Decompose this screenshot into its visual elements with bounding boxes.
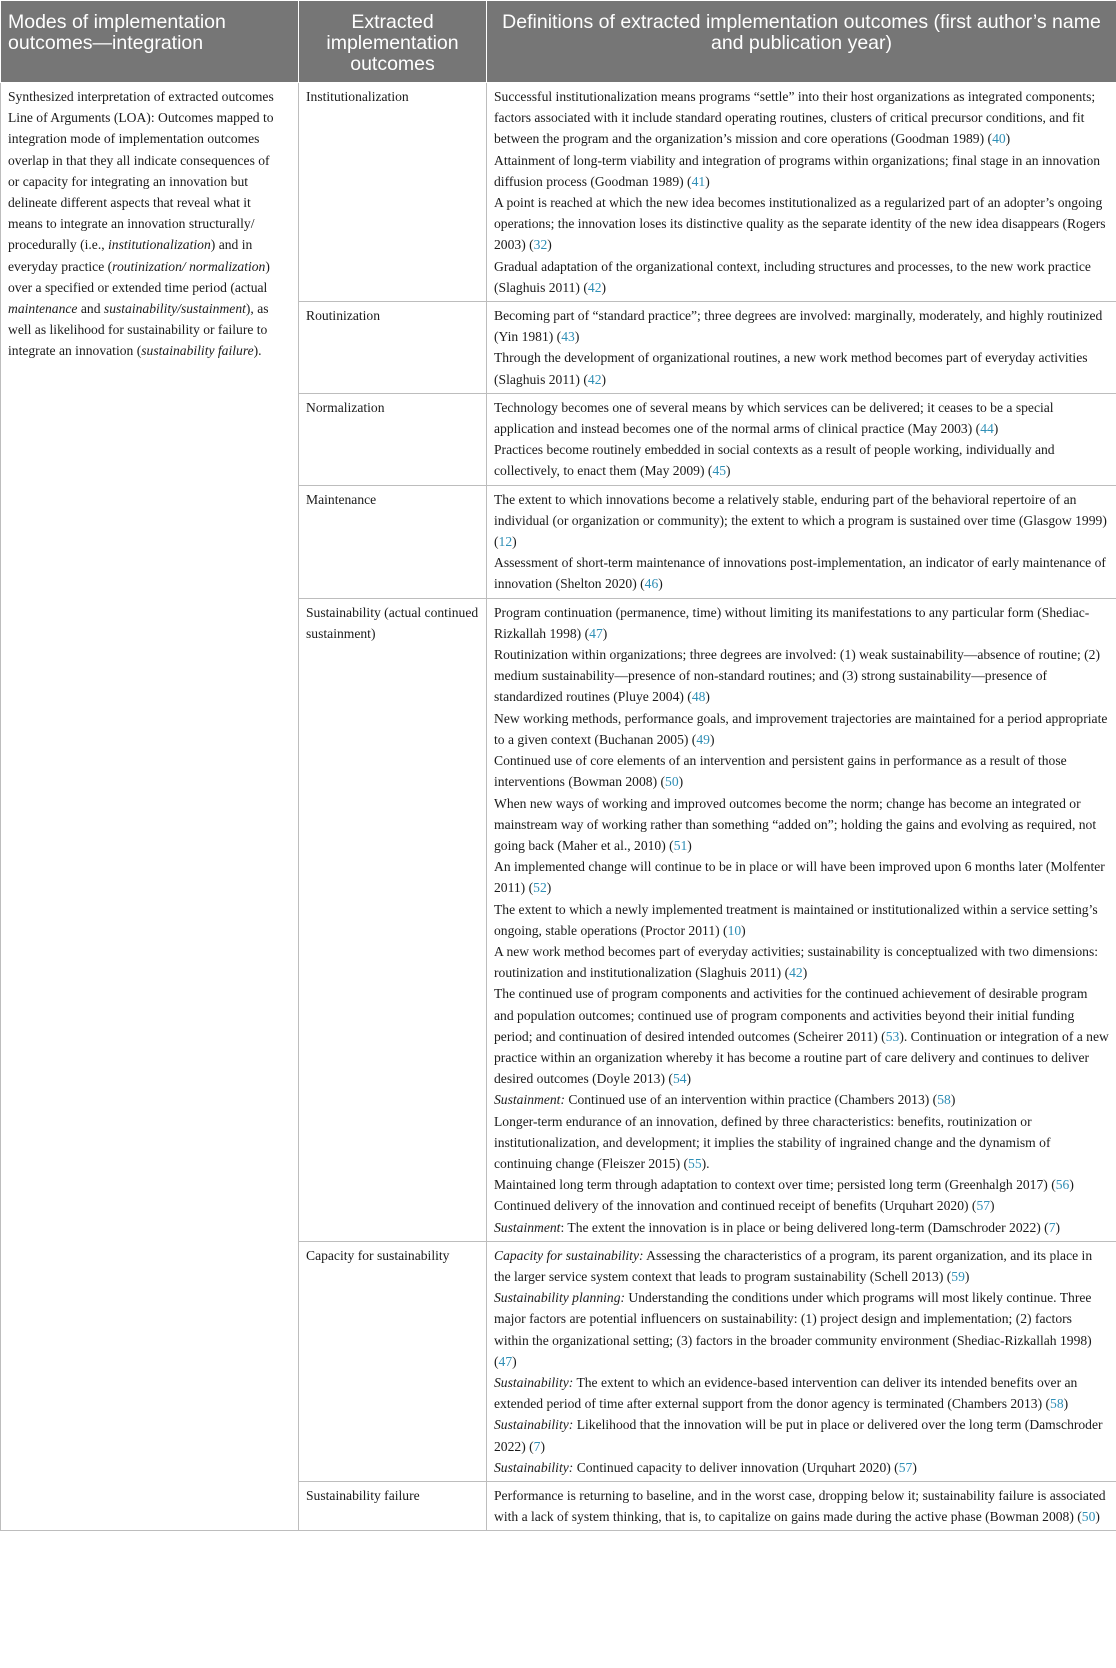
definition-text: New working methods, performance goals, and improvement trajectories are maintained for a period appropriate to a given context (Buchanan 2005) ( — [494, 710, 1108, 747]
definition-text-end: ) — [686, 1071, 692, 1087]
reference-link[interactable]: 59 — [951, 1268, 965, 1284]
header-modes: Modes of implementation outcomes—integration — [1, 1, 299, 83]
definition-item — [494, 256, 1110, 298]
reference-link[interactable]: 55 — [688, 1155, 702, 1171]
definition-text-end: ) — [741, 922, 746, 938]
definition-text-end: ) — [705, 689, 710, 705]
definition-item — [494, 1111, 1110, 1175]
definition-text-end: ) — [540, 1438, 545, 1454]
definition-text-end: ) — [601, 279, 607, 295]
definition-text-end: ) — [1055, 1219, 1061, 1235]
definition-item — [494, 793, 1110, 857]
definition-text: The continued use of program components and activities for the continued achievement of desirable program and population outcomes; continued use of program components and activities beyond their initial funding period; and continuation of desired intended outcomes (Scheirer 2011) ( — [494, 986, 1088, 1044]
definition-item — [494, 1174, 1110, 1195]
definition-text: Becoming part of “standard practice”; three degrees are involved: marginally, moderately, and highly routinized (Yin 1981) ( — [494, 308, 1103, 345]
definitions-cell — [487, 1241, 1116, 1481]
reference-link[interactable]: 47 — [589, 625, 603, 641]
definition-text: The extent to which a newly implemented treatment is maintained or institutionalized within a service setting’s ongoing, stable operations (Proctor 2011) ( — [494, 901, 1098, 938]
definition-text-end: ) — [726, 463, 731, 479]
definition-text-end: ) — [687, 837, 692, 853]
definition-text-end: ) — [512, 534, 517, 550]
definition-text: Continued capacity to deliver innovation (Urquhart 2020) ( — [573, 1459, 899, 1475]
definition-item — [494, 439, 1110, 481]
reference-link[interactable]: 56 — [1055, 1177, 1070, 1193]
definition-item — [494, 1089, 1110, 1110]
definition-item — [494, 1372, 1110, 1414]
definition-text-end: ) — [705, 173, 710, 189]
definition-label: Sustainability: — [494, 1459, 574, 1475]
definition-text: A new work method becomes part of everyday activities; sustainability is conceptualized with two dimensions: routinization and institutionalization (Slaghuis 2011) ( — [494, 943, 1099, 981]
definition-text: Continued use of an intervention within practice (Chambers 2013) ( — [564, 1092, 938, 1108]
definition-text-end: ) — [1095, 1509, 1100, 1525]
reference-link[interactable]: 54 — [672, 1071, 687, 1087]
definition-text-end: ) — [709, 731, 715, 747]
reference-link[interactable]: 58 — [937, 1092, 951, 1108]
definition-text-end: ) — [964, 1268, 970, 1284]
reference-link[interactable]: 57 — [898, 1459, 913, 1475]
definition-text: Performance is returning to baseline, and in the worst case, dropping below it; sustainability failure is associated with a lack of system thinking, that is, to capitalize on gains made during the active phase (Bowman 2008) ( — [494, 1488, 1106, 1525]
reference-link[interactable]: 42 — [789, 965, 803, 981]
definition-text-end: ) — [601, 371, 607, 387]
definition-text: Gradual adaptation of the organizational context, including structures and processes, to the new work practice (Slaghuis 2011) ( — [494, 258, 1091, 295]
definition-text: An implemented change will continue to be in place or will have been improved upon 6 months later (Molfenter 2011) ( — [494, 859, 1105, 896]
definition-text-end: ) — [993, 421, 999, 437]
definition-item — [494, 941, 1110, 983]
definition-item — [494, 150, 1110, 192]
definition-text: Continued use of core elements of an intervention and persistent gains in performance as a result of those interventions (Bowman 2008) ( — [494, 753, 1067, 790]
reference-link[interactable]: 42 — [587, 279, 602, 295]
definition-item — [494, 489, 1110, 553]
outcome-name: Routinization — [299, 302, 487, 394]
reference-link[interactable]: 41 — [691, 173, 706, 189]
definitions-cell — [487, 393, 1116, 485]
definition-text-end: ) — [1063, 1396, 1069, 1412]
definition-text-end: ) — [802, 965, 808, 981]
definition-label: Sustainability: — [494, 1417, 574, 1433]
definition-text-end: ) — [574, 329, 580, 345]
table-header-row — [1, 1, 1116, 83]
definition-text-end: ) — [678, 774, 684, 790]
definition-text: A point is reached at which the new idea becomes institutionalized as a regularized part of an adopter’s ongoing operations; the innovation loses its distinctive quality as the separate identity of the new idea disappears (Rogers 2003) ( — [494, 195, 1106, 253]
reference-link[interactable]: 12 — [498, 534, 513, 550]
reference-link[interactable]: 48 — [691, 689, 706, 705]
definitions-cell — [487, 598, 1116, 1241]
outcome-name: Sustainability failure — [299, 1482, 487, 1531]
definition-text-end: ). — [701, 1155, 710, 1171]
definition-label: Capacity for sustainability: — [494, 1247, 644, 1263]
definition-item — [494, 1195, 1110, 1216]
header-definitions: Definitions of extracted implementation outcomes (first author’s name and publication year) — [487, 1, 1116, 83]
reference-link[interactable]: 42 — [587, 371, 602, 387]
definition-text-end: ) — [912, 1459, 917, 1475]
definition-text: When new ways of working and improved outcomes become the norm; change has become an integrated or mainstream way of working rather than something “added on”; holding the gains and evolving as required, not going back (Maher et al., 2010) ( — [494, 795, 1097, 853]
definition-item — [494, 397, 1110, 439]
reference-link[interactable]: 49 — [696, 731, 710, 747]
definition-label: Sustainability planning: — [494, 1290, 626, 1306]
reference-link[interactable]: 57 — [976, 1198, 991, 1214]
reference-link[interactable]: 10 — [727, 922, 742, 938]
definition-text: Program continuation (permanence, time) without limiting its manifestations to any particular form (Shediac-Rizkallah 1998) ( — [494, 604, 1090, 641]
reference-link[interactable]: 52 — [533, 880, 547, 896]
definition-text-end: ) — [546, 880, 552, 896]
definition-text-end: ) — [602, 625, 608, 641]
reference-link[interactable]: 58 — [1050, 1396, 1064, 1412]
definition-item — [494, 1414, 1110, 1456]
definition-text: The extent to which innovations become a relatively stable, enduring part of the behavioral repertoire of an individual (or organization or community); the extent to which a program is sustained over time (Glasgow 1999) ( — [494, 491, 1107, 550]
definition-item — [494, 347, 1110, 389]
definition-item — [494, 602, 1110, 644]
definition-text: Successful institutionalization means programs “settle” into their host organizations as integrated components; factors associated with it include standard operating routines, clusters of critical precursor conditions, and fit between the program and the organization’s mission and core operations (Goodman 1989) ( — [494, 89, 1096, 147]
definitions-cell — [487, 485, 1116, 598]
reference-link[interactable]: 47 — [498, 1353, 513, 1369]
reference-link[interactable]: 50 — [1081, 1509, 1096, 1525]
definitions-cell — [487, 83, 1116, 302]
definition-text: Longer-term endurance of an innovation, defined by three characteristics: benefits, routinization or institutionalization, and development; it implies the stability of ingrained change and the dynamism of continuing change (Fleiszer 2015) ( — [494, 1113, 1051, 1171]
definition-text-end: ) — [1069, 1177, 1074, 1193]
definition-text: Practices become routinely embedded in social contexts as a result of people working, individually and collectively, to enact them (May 2009) ( — [494, 442, 1055, 479]
outcome-name: Capacity for sustainability — [299, 1241, 487, 1481]
reference-link[interactable]: 40 — [992, 131, 1006, 147]
definition-text: Likelihood that the innovation will be put in place or delivered over the long term (Damschroder 2022) ( — [494, 1417, 1103, 1454]
synthesis-intro: Synthesized interpretation of extracted outcomes — [8, 89, 274, 104]
definition-item — [494, 983, 1110, 1089]
definitions-cell — [487, 302, 1116, 394]
definition-item — [494, 1287, 1110, 1372]
definition-label: Sustainment: — [494, 1092, 565, 1108]
definition-item — [494, 750, 1110, 792]
reference-link[interactable]: 32 — [533, 237, 548, 253]
definition-text-end: ) — [658, 576, 663, 592]
reference-link[interactable]: 45 — [712, 463, 727, 479]
definition-text-end: ) — [512, 1353, 517, 1369]
definition-item — [494, 192, 1110, 256]
definition-text: Through the development of organizational routines, a new work method becomes part of everyday activities (Slaghuis 2011) ( — [494, 350, 1088, 387]
outcome-name: Institutionalization — [299, 83, 487, 302]
definition-item — [494, 1245, 1110, 1287]
synthesis-loa: Line of Arguments (LOA): Outcomes mapped to integration mode of implementation outcomes overlap in that they all indicate consequences of or capacity for integrating an innovation but delineate different aspects that reveal what it means to integrate an innovation structurally/ procedurally (i.e., institutionalization) and in everyday practice (routinization/ normalization) over a specified or extended time period (actual maintenance and sustainability/sustainment), as well as likelihood for sustainability or failure to integrate an innovation (sustainability failure). — [8, 110, 274, 359]
definition-text: Maintained long term through adaptation to context over time; persisted long term (Greenhalgh 2017) ( — [494, 1177, 1056, 1193]
synthesis-cell — [1, 83, 299, 1531]
definition-text: Technology becomes one of several means by which services can be delivered; it ceases to be a special application and instead becomes one of the normal arms of clinical practice (May 2003) ( — [494, 399, 1054, 437]
definition-text-end: ) — [1005, 131, 1011, 147]
definition-text: : The extent the innovation is in place or being delivered long-term (Damschroder 2022) ( — [560, 1219, 1049, 1235]
definition-label: Sustainment — [494, 1219, 561, 1235]
reference-link[interactable]: 44 — [980, 421, 994, 437]
definition-item — [494, 1217, 1110, 1238]
reference-link[interactable]: 46 — [644, 576, 659, 592]
header-outcomes: Extracted implementation outcomes — [299, 1, 487, 83]
reference-link[interactable]: 7 — [1048, 1219, 1056, 1235]
outcome-name: Maintenance — [299, 485, 487, 598]
outcome-name: Sustainability (actual continued sustainment) — [299, 598, 487, 1241]
definition-text-end: ) — [950, 1092, 956, 1108]
definition-text-end: ) — [547, 237, 552, 253]
definition-text: Assessing the characteristics of a program, its parent organization, and its place in the larger service system context that leads to program sustainability (Schell 2013) ( — [494, 1247, 1093, 1284]
definition-text-end: ) — [990, 1198, 995, 1214]
reference-link[interactable]: 53 — [885, 1028, 900, 1044]
definition-item — [494, 86, 1110, 150]
reference-link[interactable]: 50 — [665, 774, 679, 790]
definition-text: Routinization within organizations; three degrees are involved: (1) weak sustainability—absence of routine; (2) medium sustainability—presence of non-standard routines; and (3) strong sustainability—presence of standardized routines (Pluye 2004) ( — [494, 647, 1101, 705]
definition-item — [494, 1485, 1110, 1527]
outcome-name: Normalization — [299, 393, 487, 485]
table-row — [1, 83, 1116, 302]
definition-item — [494, 899, 1110, 941]
definition-item — [494, 305, 1110, 347]
definitions-cell — [487, 1482, 1116, 1531]
definition-item — [494, 644, 1110, 708]
definition-text: Assessment of short-term maintenance of innovations post-implementation, an indicator of early maintenance of innovation (Shelton 2020) ( — [494, 555, 1106, 592]
definition-item — [494, 708, 1110, 750]
definition-text: Continued delivery of the innovation and continued receipt of benefits (Urquhart 2020) ( — [494, 1198, 977, 1214]
definition-text: Understanding the conditions under which programs will most likely continue. Three major factors are potential influencers on sustainability: (1) project design and implementation; (2) factors within the organizational setting; (3) factors in the broader community environment (Shediac-Rizkallah 1998) ( — [494, 1290, 1092, 1369]
definition-item — [494, 552, 1110, 594]
definition-item — [494, 1457, 1110, 1478]
reference-link[interactable]: 43 — [561, 329, 575, 345]
reference-link[interactable]: 51 — [673, 837, 688, 853]
definition-text: The extent to which an evidence-based intervention can deliver its intended benefits over an extended period of time after external support from the donor agency is terminated (Chambers 2013) ( — [494, 1374, 1078, 1412]
definition-text-end: ). Continuation or integration of a new practice within an organization whereby it has become a routine part of care delivery and continues to deliver desired outcomes (Doyle 2013) ( — [494, 1028, 1109, 1087]
definition-text: Attainment of long-term viability and integration of programs within organizations; final stage in an innovation diffusion process (Goodman 1989) ( — [494, 152, 1101, 189]
definition-label: Sustainability: — [494, 1374, 574, 1390]
reference-link[interactable]: 7 — [533, 1438, 541, 1454]
definition-item — [494, 856, 1110, 898]
